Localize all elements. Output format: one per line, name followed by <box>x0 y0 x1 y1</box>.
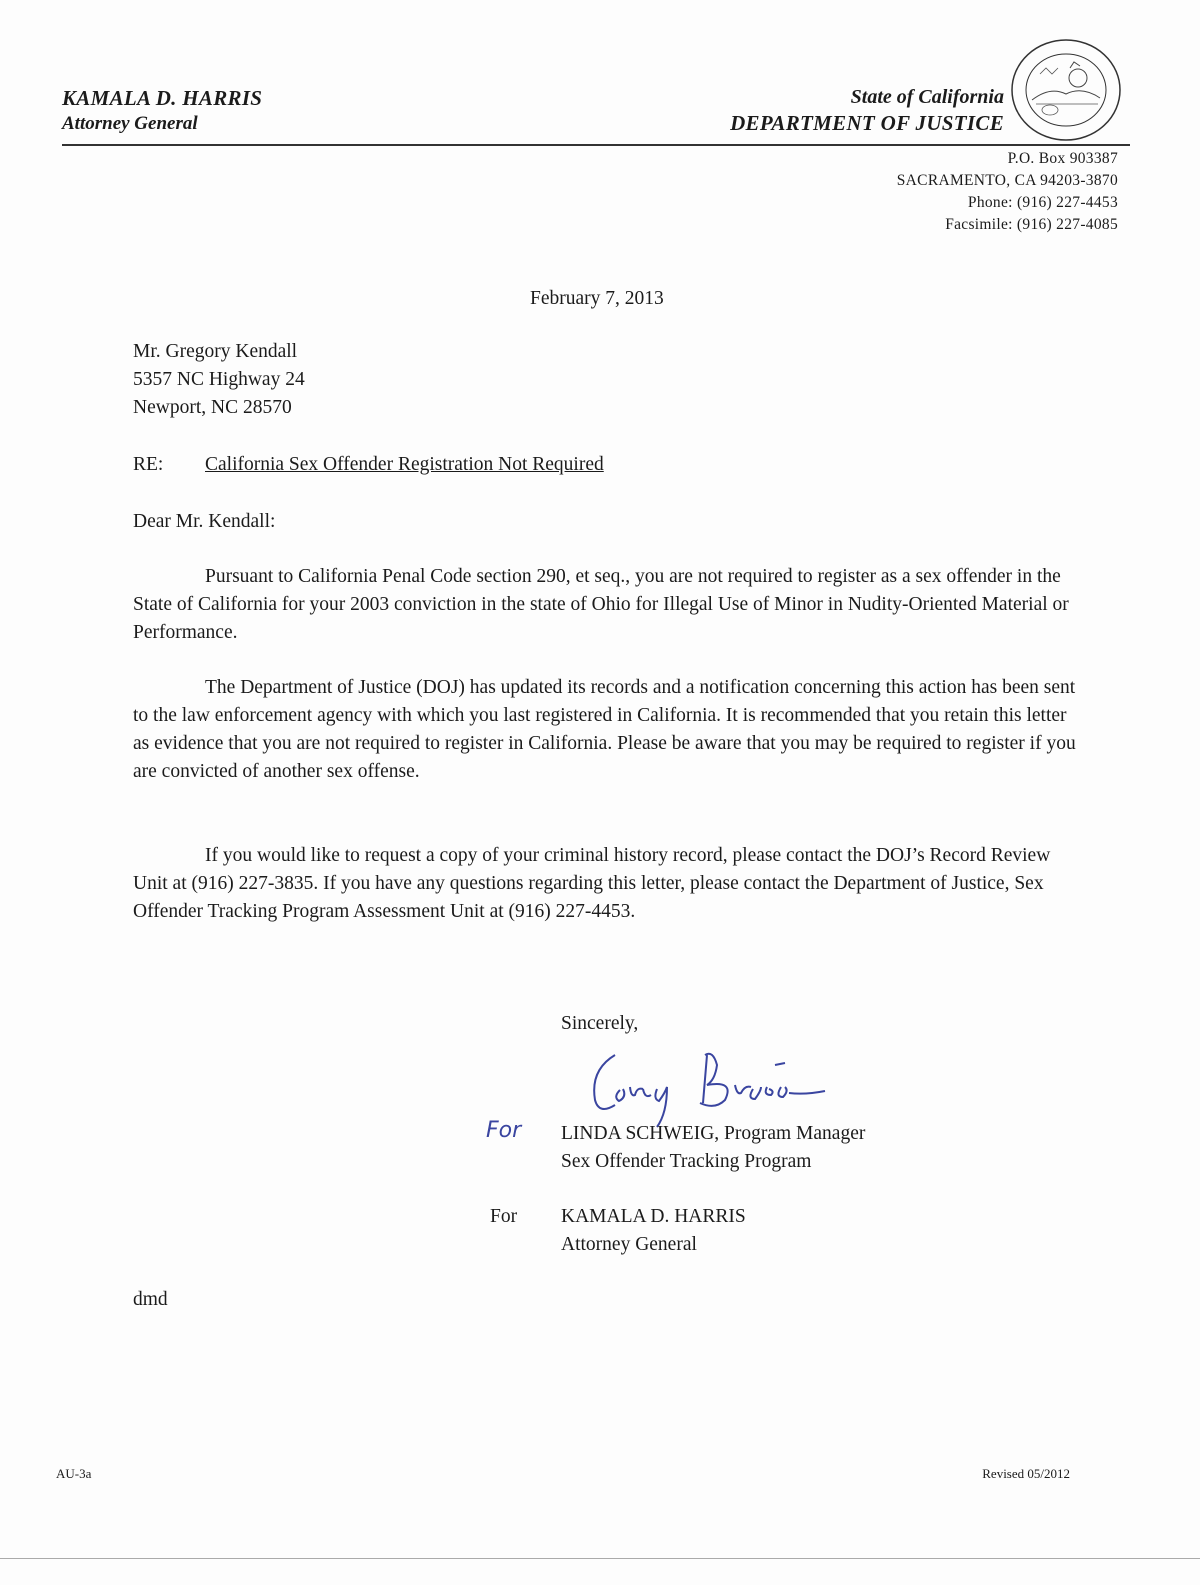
po-box: P.O. Box 903387 <box>1007 150 1118 167</box>
signer-program: Sex Offender Tracking Program <box>561 1151 812 1172</box>
phone-number: Phone: (916) 227-4453 <box>967 194 1118 211</box>
form-id: AU-3a <box>56 1466 92 1481</box>
header-rule <box>62 144 1130 146</box>
typist-initials: dmd <box>133 1289 168 1310</box>
ag-title: Attorney General <box>561 1234 697 1255</box>
ag-signature-block <box>561 1203 746 1259</box>
page-bottom-edge <box>0 1558 1200 1559</box>
re-subject: California Sex Offender Registration Not Required <box>205 454 604 475</box>
ag-name: KAMALA D. HARRIS <box>561 1206 746 1227</box>
signer-block <box>561 1120 865 1176</box>
fax-number: Facsimile: (916) 227-4085 <box>945 216 1118 233</box>
revised-date: Revised 05/2012 <box>982 1466 1070 1481</box>
paragraph-1: Pursuant to California Penal Code section 290, et seq., you are not required to register as a sex offender in the State of California for your 2003 conviction in the state of Ohio for Illegal Use of Minor in Nudity-Oriented Material or Performance. <box>133 566 1069 643</box>
signer-name-title: LINDA SCHWEIG, Program Manager <box>561 1123 866 1144</box>
for-label: For <box>490 1206 518 1227</box>
ag-name-header: KAMALA D. HARRIS <box>62 86 263 110</box>
letter-date: February 7, 2013 <box>530 288 664 309</box>
paragraph-3: If you would like to request a copy of your criminal history record, please contact the DOJ’s Record Review Unit at (916) 227-3835. If you have any questions regarding this letter, please contact the Department of Justice, Sex Offender Tracking Program Assessment Unit at (916) 227-4453. <box>133 845 1051 922</box>
contact-block <box>897 148 1118 236</box>
recipient-city: Newport, NC 28570 <box>133 397 292 418</box>
salutation: Dear Mr. Kendall: <box>133 511 276 532</box>
city-state-zip: SACRAMENTO, CA 94203-3870 <box>896 172 1118 189</box>
state-header: State of California <box>850 86 1004 108</box>
recipient-street: 5357 NC Highway 24 <box>133 369 305 390</box>
handwritten-for: For <box>486 1118 522 1143</box>
paragraph-2: The Department of Justice (DOJ) has updated its records and a notification concerning this action has been sent to the law enforcement agency with which you last registered in California. It is recommended that you retain this letter as evidence that you are not required to register in California. Please be aware that you may be required to register if you are convicted of another sex offense. <box>133 677 1076 782</box>
recipient-address <box>133 338 305 422</box>
department-header: DEPARTMENT OF JUSTICE <box>730 111 1004 135</box>
state-seal-icon <box>1010 38 1122 142</box>
ag-title-header: Attorney General <box>62 113 198 134</box>
re-label: RE: <box>133 454 164 475</box>
recipient-name: Mr. Gregory Kendall <box>133 341 298 362</box>
closing: Sincerely, <box>561 1013 639 1034</box>
